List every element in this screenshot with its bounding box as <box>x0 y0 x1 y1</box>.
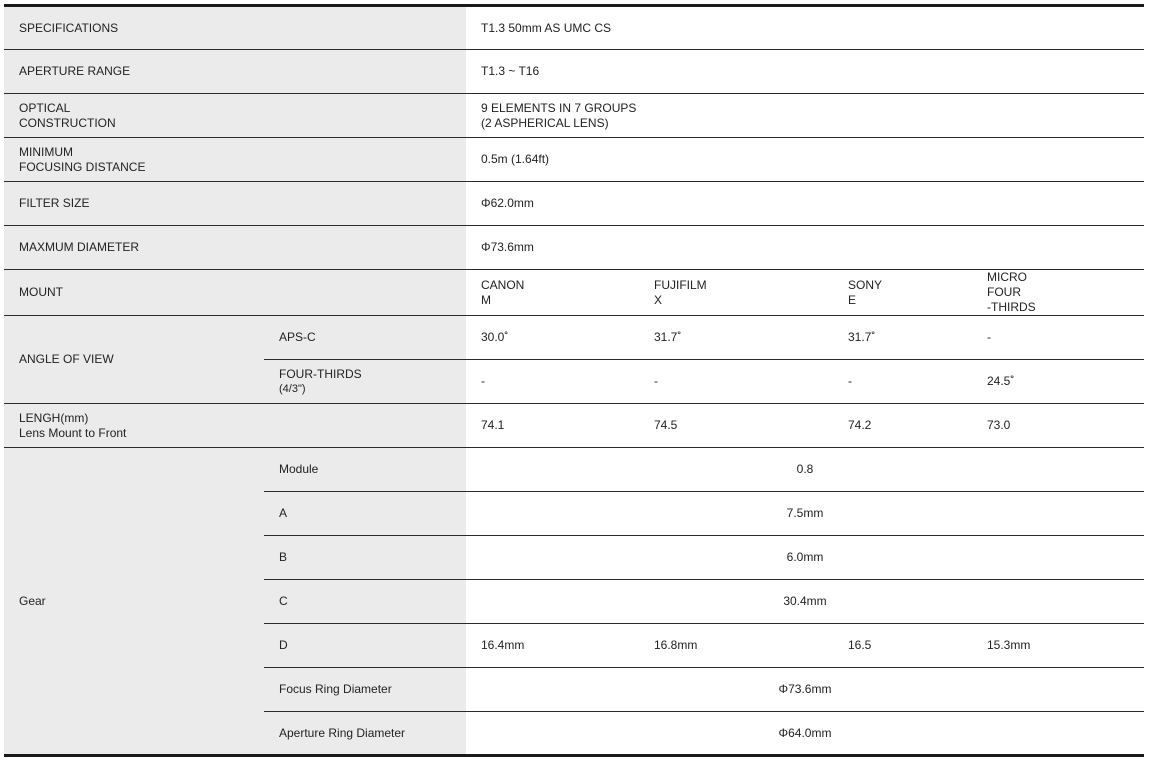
row-max-diameter <box>4 226 1144 270</box>
aps-c-fujifilm: 31.7˚ <box>639 316 833 360</box>
focus-ring-label: Focus Ring Diameter <box>264 668 466 712</box>
four-thirds-label-line1: FOUR-THIRDS <box>279 366 362 381</box>
optical-construction-value <box>466 94 1144 138</box>
four-thirds-fujifilm: - <box>639 360 833 404</box>
mount-sony <box>833 270 972 316</box>
optical-construction-label-line1: OPTICAL <box>19 100 71 115</box>
aps-c-mft: - <box>972 316 1144 360</box>
length-fujifilm: 74.5 <box>639 404 833 448</box>
row-specifications <box>4 6 1144 50</box>
optical-construction-label-line2: CONSTRUCTION <box>19 115 116 130</box>
angle-of-view-label: ANGLE OF VIEW <box>4 316 264 404</box>
specifications-table <box>4 4 1144 757</box>
optical-construction-label <box>4 94 466 138</box>
min-focus-value: 0.5m (1.64ft) <box>466 138 1144 182</box>
gear-c-value: 30.4mm <box>466 580 1144 624</box>
aperture-range-value: T1.3 ~ T16 <box>466 50 1144 94</box>
gear-d-mft: 15.3mm <box>972 624 1144 668</box>
length-canon: 74.1 <box>466 404 639 448</box>
min-focus-label <box>4 138 466 182</box>
mount-fujifilm-line1: FUJIFILM <box>654 277 707 292</box>
row-angle-aps-c <box>4 316 1144 360</box>
mount-fujifilm-line2: X <box>654 292 663 307</box>
gear-b-value: 6.0mm <box>466 536 1144 580</box>
gear-module-label: Module <box>264 448 466 492</box>
mount-fujifilm <box>639 270 833 316</box>
gear-b-label: B <box>264 536 466 580</box>
filter-size-label: FILTER SIZE <box>4 182 466 226</box>
aperture-ring-label: Aperture Ring Diameter <box>264 712 466 756</box>
gear-a-value: 7.5mm <box>466 492 1144 536</box>
mount-sony-line2: E <box>848 292 857 307</box>
gear-d-canon: 16.4mm <box>466 624 639 668</box>
four-thirds-mft: 24.5˚ <box>972 360 1144 404</box>
min-focus-label-line1: MINIMUM <box>19 144 73 159</box>
gear-d-fujifilm: 16.8mm <box>639 624 833 668</box>
length-label-line2: Lens Mount to Front <box>19 425 127 440</box>
four-thirds-label <box>264 360 466 404</box>
specifications-label: SPECIFICATIONS <box>4 6 466 50</box>
four-thirds-canon: - <box>466 360 639 404</box>
four-thirds-sony: - <box>833 360 972 404</box>
mount-micro-four-thirds <box>972 270 1144 316</box>
mount-label: MOUNT <box>4 270 466 316</box>
row-aperture-range <box>4 50 1144 94</box>
gear-label: Gear <box>4 448 264 756</box>
filter-size-value: Φ62.0mm <box>466 182 1144 226</box>
max-diameter-value: Φ73.6mm <box>466 226 1144 270</box>
length-label <box>4 404 466 448</box>
mount-mft-line2: FOUR <box>987 285 1021 299</box>
row-mount <box>4 270 1144 316</box>
gear-c-label: C <box>264 580 466 624</box>
row-optical-construction <box>4 94 1144 138</box>
row-length <box>4 404 1144 448</box>
max-diameter-label: MAXMUM DIAMETER <box>4 226 466 270</box>
four-thirds-label-line2: (4/3") <box>279 382 306 395</box>
row-min-focus <box>4 138 1144 182</box>
gear-module-value: 0.8 <box>466 448 1144 492</box>
optical-construction-value-line2: (2 ASPHERICAL LENS) <box>481 115 609 130</box>
aps-c-label: APS-C <box>264 316 466 360</box>
length-mft: 73.0 <box>972 404 1144 448</box>
aps-c-sony: 31.7˚ <box>833 316 972 360</box>
row-filter-size <box>4 182 1144 226</box>
focus-ring-value: Φ73.6mm <box>466 668 1144 712</box>
gear-a-label: A <box>264 492 466 536</box>
length-label-line1: LENGH(mm) <box>19 410 89 425</box>
aps-c-canon: 30.0˚ <box>466 316 639 360</box>
gear-d-label: D <box>264 624 466 668</box>
mount-canon-line1: CANON <box>481 277 525 292</box>
mount-canon <box>466 270 639 316</box>
specifications-value: T1.3 50mm AS UMC CS <box>466 6 1144 50</box>
mount-canon-line2: M <box>481 292 491 307</box>
aperture-range-label: APERTURE RANGE <box>4 50 466 94</box>
mount-mft-line3: -THIRDS <box>987 300 1036 314</box>
gear-d-sony: 16.5 <box>833 624 972 668</box>
mount-sony-line1: SONY <box>848 277 883 292</box>
length-sony: 74.2 <box>833 404 972 448</box>
spec-table-container <box>4 4 1144 757</box>
min-focus-label-line2: FOCUSING DISTANCE <box>19 159 146 174</box>
mount-mft-line1: MICRO <box>987 270 1027 284</box>
optical-construction-value-line1: 9 ELEMENTS IN 7 GROUPS <box>481 100 637 115</box>
row-gear-module <box>4 448 1144 492</box>
aperture-ring-value: Φ64.0mm <box>778 725 832 740</box>
